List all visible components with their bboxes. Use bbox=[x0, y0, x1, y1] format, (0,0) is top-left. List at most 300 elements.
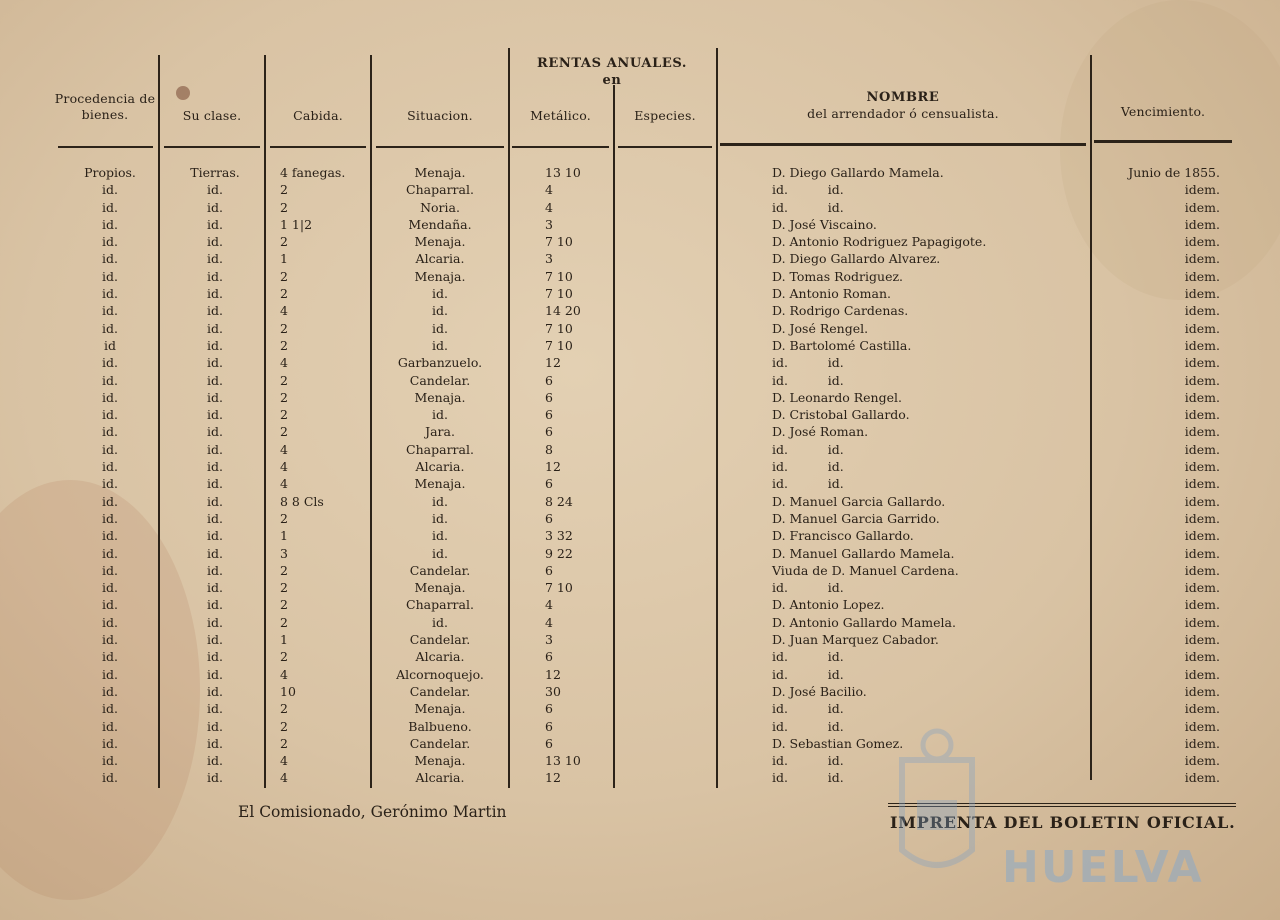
cell-nombre: D. José Viscaino. bbox=[772, 216, 877, 232]
cell-nombre: D. Francisco Gallardo. bbox=[772, 528, 914, 544]
table-row bbox=[0, 285, 1280, 302]
cell-clase: Tierras. bbox=[190, 165, 240, 180]
cell-cabida: 2 bbox=[280, 337, 288, 353]
cell-metalico: 6 bbox=[545, 735, 553, 751]
cell-cabida: 4 bbox=[280, 770, 288, 786]
cell-nombre: D. Antonio Roman. bbox=[772, 286, 891, 302]
table-row bbox=[0, 683, 1280, 700]
cell-nombre: D. Sebastian Gomez. bbox=[772, 735, 904, 751]
cell-metalico: 12 bbox=[545, 770, 561, 786]
cell-metalico: 6 bbox=[545, 389, 553, 405]
cell-nombre: id. id. bbox=[772, 649, 844, 665]
cell-nombre: D. Manuel Gallardo Mamela. bbox=[772, 545, 955, 561]
cell-nombre: id. id. bbox=[772, 753, 844, 769]
cell-vencimiento: idem. bbox=[1184, 303, 1220, 319]
cell-vencimiento: idem. bbox=[1184, 199, 1220, 215]
table-row bbox=[0, 648, 1280, 665]
cell-procedencia: id. bbox=[102, 649, 118, 665]
cell-vencimiento: idem. bbox=[1184, 251, 1220, 267]
cell-clase: id. bbox=[207, 510, 223, 526]
cell-procedencia: id. bbox=[102, 389, 118, 405]
cell-procedencia: id. bbox=[102, 666, 118, 682]
cell-situacion: Menaja. bbox=[414, 234, 466, 250]
cell-metalico: 7 10 bbox=[545, 268, 573, 284]
cell-cabida: 2 bbox=[280, 286, 288, 302]
header-procedencia: Procedencia de bienes. bbox=[54, 91, 156, 122]
cell-situacion: Alcornoquejo. bbox=[396, 666, 484, 682]
cell-nombre: Viuda de D. Manuel Cardena. bbox=[772, 562, 959, 578]
cell-metalico: 30 bbox=[545, 683, 561, 699]
cell-situacion: id. bbox=[432, 493, 448, 509]
cell-situacion: Candelar. bbox=[409, 735, 471, 751]
cell-metalico: 6 bbox=[545, 701, 553, 717]
cell-vencimiento: idem. bbox=[1184, 632, 1220, 648]
cell-vencimiento: idem. bbox=[1184, 614, 1220, 630]
cell-vencimiento: idem. bbox=[1184, 372, 1220, 388]
cell-procedencia: id. bbox=[102, 355, 118, 371]
cell-procedencia: id. bbox=[102, 632, 118, 648]
cell-vencimiento: idem. bbox=[1184, 770, 1220, 786]
cell-vencimiento: idem. bbox=[1184, 268, 1220, 284]
cell-procedencia: id. bbox=[102, 683, 118, 699]
cell-situacion: Garbanzuelo. bbox=[397, 355, 483, 371]
cell-situacion: id. bbox=[432, 545, 448, 561]
cell-vencimiento: Junio de 1855. bbox=[1128, 165, 1220, 180]
cell-nombre: D. Antonio Lopez. bbox=[772, 597, 885, 613]
cell-cabida: 2 bbox=[280, 234, 288, 250]
table-row bbox=[0, 614, 1280, 631]
cell-procedencia: id. bbox=[102, 441, 118, 457]
cell-clase: id. bbox=[207, 666, 223, 682]
cell-situacion: id. bbox=[432, 337, 448, 353]
cell-situacion: id. bbox=[432, 614, 448, 630]
cell-procedencia: id. bbox=[102, 320, 118, 336]
table-row bbox=[0, 337, 1280, 354]
cell-vencimiento: idem. bbox=[1184, 216, 1220, 232]
cell-vencimiento: idem. bbox=[1184, 718, 1220, 734]
table-row bbox=[0, 666, 1280, 683]
table-row bbox=[0, 631, 1280, 648]
cell-nombre: D. José Rengel. bbox=[772, 320, 869, 336]
cell-cabida: 2 bbox=[280, 372, 288, 388]
cell-clase: id. bbox=[207, 407, 223, 423]
cell-cabida: 2 bbox=[280, 199, 288, 215]
cell-vencimiento: idem. bbox=[1184, 666, 1220, 682]
cell-metalico: 13 10 bbox=[545, 165, 581, 180]
cell-procedencia: id. bbox=[102, 753, 118, 769]
cell-clase: id. bbox=[207, 614, 223, 630]
cell-cabida: 4 fanegas. bbox=[280, 165, 346, 180]
cell-cabida: 2 bbox=[280, 389, 288, 405]
cell-procedencia: id. bbox=[102, 493, 118, 509]
cell-vencimiento: idem. bbox=[1184, 320, 1220, 336]
cell-metalico: 7 10 bbox=[545, 234, 573, 250]
cell-procedencia: id bbox=[104, 337, 116, 353]
cell-metalico: 14 20 bbox=[545, 303, 581, 319]
cell-nombre: D. Antonio Gallardo Mamela. bbox=[772, 614, 956, 630]
cell-situacion: Jara. bbox=[425, 424, 455, 440]
cell-nombre: id. id. bbox=[772, 459, 844, 475]
cell-situacion: id. bbox=[432, 407, 448, 423]
cell-procedencia: id. bbox=[102, 718, 118, 734]
cell-nombre: D. Diego Gallardo Alvarez. bbox=[772, 251, 941, 267]
cell-situacion: Menaja. bbox=[414, 476, 466, 492]
cell-metalico: 13 10 bbox=[545, 753, 581, 769]
cell-situacion: id. bbox=[432, 528, 448, 544]
cell-metalico: 9 22 bbox=[545, 545, 573, 561]
paper-stain bbox=[176, 86, 190, 100]
table-row bbox=[0, 510, 1280, 527]
cell-vencimiento: idem. bbox=[1184, 510, 1220, 526]
cell-cabida: 4 bbox=[280, 666, 288, 682]
cell-situacion: Chaparral. bbox=[406, 597, 474, 613]
header-rule bbox=[58, 146, 153, 148]
cell-procedencia: id. bbox=[102, 286, 118, 302]
cell-metalico: 6 bbox=[545, 372, 553, 388]
header-metalico: Metálico. bbox=[530, 108, 591, 123]
cell-nombre: id. id. bbox=[772, 718, 844, 734]
cell-procedencia: id. bbox=[102, 580, 118, 596]
cell-situacion: Menaja. bbox=[414, 389, 466, 405]
table-row bbox=[0, 562, 1280, 579]
cell-cabida: 4 bbox=[280, 303, 288, 319]
table-row bbox=[0, 545, 1280, 562]
cell-clase: id. bbox=[207, 320, 223, 336]
cell-cabida: 1 bbox=[280, 632, 288, 648]
cell-metalico: 3 bbox=[545, 632, 553, 648]
cell-cabida: 2 bbox=[280, 320, 288, 336]
table-row bbox=[0, 354, 1280, 371]
cell-vencimiento: idem. bbox=[1184, 597, 1220, 613]
cell-clase: id. bbox=[207, 355, 223, 371]
cell-vencimiento: idem. bbox=[1184, 337, 1220, 353]
cell-cabida: 4 bbox=[280, 441, 288, 457]
cell-situacion: Menaja. bbox=[414, 753, 466, 769]
cell-situacion: id. bbox=[432, 510, 448, 526]
cell-metalico: 4 bbox=[545, 199, 553, 215]
cell-vencimiento: idem. bbox=[1184, 649, 1220, 665]
cell-procedencia: id. bbox=[102, 199, 118, 215]
cell-vencimiento: idem. bbox=[1184, 493, 1220, 509]
cell-metalico: 4 bbox=[545, 597, 553, 613]
table-row bbox=[0, 164, 1280, 181]
cell-procedencia: id. bbox=[102, 268, 118, 284]
cell-clase: id. bbox=[207, 683, 223, 699]
cell-clase: id. bbox=[207, 337, 223, 353]
cell-clase: id. bbox=[207, 701, 223, 717]
cell-cabida: 2 bbox=[280, 701, 288, 717]
cell-vencimiento: idem. bbox=[1184, 683, 1220, 699]
cell-nombre: D. Tomas Rodriguez. bbox=[772, 268, 904, 284]
cell-nombre: D. Cristobal Gallardo. bbox=[772, 407, 910, 423]
cell-situacion: Menaja. bbox=[414, 580, 466, 596]
cell-nombre: D. Antonio Rodriguez Papagigote. bbox=[772, 234, 987, 250]
cell-clase: id. bbox=[207, 424, 223, 440]
cell-situacion: Candelar. bbox=[409, 562, 471, 578]
cell-cabida: 2 bbox=[280, 268, 288, 284]
cell-metalico: 6 bbox=[545, 562, 553, 578]
cell-cabida: 4 bbox=[280, 355, 288, 371]
cell-vencimiento: idem. bbox=[1184, 580, 1220, 596]
cell-clase: id. bbox=[207, 770, 223, 786]
cell-metalico: 3 bbox=[545, 251, 553, 267]
cell-cabida: 1 bbox=[280, 528, 288, 544]
cell-vencimiento: idem. bbox=[1184, 286, 1220, 302]
header-vencimiento: Vencimiento. bbox=[1120, 104, 1206, 119]
cell-vencimiento: idem. bbox=[1184, 545, 1220, 561]
cell-clase: id. bbox=[207, 580, 223, 596]
cell-metalico: 8 bbox=[545, 441, 553, 457]
cell-clase: id. bbox=[207, 286, 223, 302]
cell-situacion: Mendaña. bbox=[408, 216, 472, 232]
cell-situacion: id. bbox=[432, 303, 448, 319]
cell-clase: id. bbox=[207, 303, 223, 319]
cell-clase: id. bbox=[207, 528, 223, 544]
cell-situacion: Menaja. bbox=[414, 701, 466, 717]
cell-metalico: 3 32 bbox=[545, 528, 573, 544]
header-clase: Su clase. bbox=[182, 108, 242, 123]
cell-clase: id. bbox=[207, 753, 223, 769]
cell-cabida: 2 bbox=[280, 182, 288, 198]
cell-situacion: Candelar. bbox=[409, 683, 471, 699]
cell-cabida: 2 bbox=[280, 597, 288, 613]
cell-vencimiento: idem. bbox=[1184, 355, 1220, 371]
table-row bbox=[0, 700, 1280, 717]
cell-procedencia: id. bbox=[102, 476, 118, 492]
cell-cabida: 2 bbox=[280, 424, 288, 440]
cell-cabida: 8 8 Cls bbox=[280, 493, 324, 509]
cell-nombre: D. Juan Marquez Cabador. bbox=[772, 632, 939, 648]
cell-procedencia: id. bbox=[102, 770, 118, 786]
huelva-watermark-text: HUELVA bbox=[1002, 842, 1204, 893]
cell-situacion: Menaja. bbox=[414, 268, 466, 284]
cell-vencimiento: idem. bbox=[1184, 753, 1220, 769]
cell-metalico: 6 bbox=[545, 510, 553, 526]
header-nombre-sub: del arrendador ó censualista. bbox=[807, 106, 999, 121]
cell-nombre: id. id. bbox=[772, 701, 844, 717]
cell-metalico: 7 10 bbox=[545, 580, 573, 596]
cell-metalico: 12 bbox=[545, 355, 561, 371]
cell-vencimiento: idem. bbox=[1184, 459, 1220, 475]
cell-vencimiento: idem. bbox=[1184, 701, 1220, 717]
table-row bbox=[0, 302, 1280, 319]
cell-procedencia: id. bbox=[102, 251, 118, 267]
cell-clase: id. bbox=[207, 182, 223, 198]
cell-vencimiento: idem. bbox=[1184, 562, 1220, 578]
header-rule bbox=[376, 146, 504, 148]
cell-cabida: 2 bbox=[280, 580, 288, 596]
cell-situacion: Balbueno. bbox=[408, 718, 472, 734]
header-situacion: Situacion. bbox=[407, 108, 473, 123]
cell-cabida: 1 bbox=[280, 251, 288, 267]
cell-situacion: id. bbox=[432, 320, 448, 336]
cell-nombre: D. Diego Gallardo Mamela. bbox=[772, 165, 944, 180]
cell-metalico: 3 bbox=[545, 216, 553, 232]
cell-cabida: 2 bbox=[280, 718, 288, 734]
table-row bbox=[0, 389, 1280, 406]
cell-clase: id. bbox=[207, 718, 223, 734]
cell-nombre: D. José Bacilio. bbox=[772, 683, 867, 699]
cell-nombre: id. id. bbox=[772, 372, 844, 388]
cell-procedencia: id. bbox=[102, 303, 118, 319]
cell-vencimiento: idem. bbox=[1184, 441, 1220, 457]
cell-nombre: D. Manuel Garcia Gallardo. bbox=[772, 493, 946, 509]
header-nombre: NOMBRE bbox=[866, 90, 940, 105]
cell-situacion: Alcaria. bbox=[415, 251, 465, 267]
cell-metalico: 7 10 bbox=[545, 320, 573, 336]
cell-metalico: 4 bbox=[545, 614, 553, 630]
cell-cabida: 3 bbox=[280, 545, 288, 561]
cell-situacion: Menaja. bbox=[414, 165, 466, 180]
cell-clase: id. bbox=[207, 199, 223, 215]
header-cabida: Cabida. bbox=[293, 108, 343, 123]
cell-nombre: id. id. bbox=[772, 666, 844, 682]
cell-cabida: 4 bbox=[280, 459, 288, 475]
cell-cabida: 2 bbox=[280, 510, 288, 526]
table-row bbox=[0, 406, 1280, 423]
header-rule bbox=[618, 146, 712, 148]
cell-procedencia: id. bbox=[102, 234, 118, 250]
cell-vencimiento: idem. bbox=[1184, 476, 1220, 492]
cell-procedencia: id. bbox=[102, 510, 118, 526]
header-rule bbox=[720, 143, 1086, 146]
cell-clase: id. bbox=[207, 268, 223, 284]
cell-metalico: 6 bbox=[545, 718, 553, 734]
cell-nombre: D. José Roman. bbox=[772, 424, 869, 440]
cell-clase: id. bbox=[207, 476, 223, 492]
cell-nombre: D. Rodrigo Cardenas. bbox=[772, 303, 909, 319]
cell-procedencia: id. bbox=[102, 182, 118, 198]
cell-metalico: 12 bbox=[545, 459, 561, 475]
cell-procedencia: id. bbox=[102, 424, 118, 440]
cell-clase: id. bbox=[207, 597, 223, 613]
cell-cabida: 4 bbox=[280, 753, 288, 769]
cell-clase: id. bbox=[207, 632, 223, 648]
table-row bbox=[0, 199, 1280, 216]
cell-procedencia: id. bbox=[102, 528, 118, 544]
table-row bbox=[0, 423, 1280, 440]
cell-vencimiento: idem. bbox=[1184, 424, 1220, 440]
cell-clase: id. bbox=[207, 459, 223, 475]
cell-situacion: id. bbox=[432, 286, 448, 302]
cell-vencimiento: idem. bbox=[1184, 407, 1220, 423]
cell-procedencia: id. bbox=[102, 372, 118, 388]
cell-cabida: 2 bbox=[280, 614, 288, 630]
cell-metalico: 7 10 bbox=[545, 337, 573, 353]
table-row bbox=[0, 268, 1280, 285]
cell-nombre: D. Manuel Garcia Garrido. bbox=[772, 510, 940, 526]
cell-metalico: 6 bbox=[545, 476, 553, 492]
imprenta-label: IMPRENTA DEL BOLETIN OFICIAL. bbox=[890, 813, 1236, 832]
table-row bbox=[0, 181, 1280, 198]
table-row bbox=[0, 579, 1280, 596]
cell-cabida: 10 bbox=[280, 683, 296, 699]
cell-situacion: Alcaria. bbox=[415, 459, 465, 475]
cell-situacion: Noria. bbox=[420, 199, 460, 215]
cell-cabida: 2 bbox=[280, 407, 288, 423]
cell-cabida: 4 bbox=[280, 476, 288, 492]
cell-vencimiento: idem. bbox=[1184, 234, 1220, 250]
cell-metalico: 12 bbox=[545, 666, 561, 682]
cell-situacion: Chaparral. bbox=[406, 441, 474, 457]
cell-clase: id. bbox=[207, 251, 223, 267]
header-rule bbox=[512, 146, 609, 148]
header-rentas: RENTAS ANUALES. bbox=[536, 56, 688, 71]
cell-situacion: Alcaria. bbox=[415, 770, 465, 786]
header-rule bbox=[1094, 140, 1232, 143]
table-row bbox=[0, 596, 1280, 613]
cell-clase: id. bbox=[207, 562, 223, 578]
cell-procedencia: id. bbox=[102, 597, 118, 613]
cell-nombre: id. id. bbox=[772, 182, 844, 198]
cell-nombre: id. id. bbox=[772, 476, 844, 492]
cell-nombre: D. Bartolomé Castilla. bbox=[772, 337, 912, 353]
cell-procedencia: id. bbox=[102, 216, 118, 232]
cell-clase: id. bbox=[207, 493, 223, 509]
cell-clase: id. bbox=[207, 216, 223, 232]
cell-cabida: 2 bbox=[280, 649, 288, 665]
cell-clase: id. bbox=[207, 735, 223, 751]
cell-procedencia: id. bbox=[102, 614, 118, 630]
table-row bbox=[0, 475, 1280, 492]
header-rule bbox=[270, 146, 366, 148]
cell-metalico: 6 bbox=[545, 424, 553, 440]
table-row bbox=[0, 527, 1280, 544]
cell-cabida: 2 bbox=[280, 735, 288, 751]
cell-nombre: id. id. bbox=[772, 441, 844, 457]
cell-cabida: 2 bbox=[280, 562, 288, 578]
commissioner-signature: El Comisionado, Gerónimo Martin bbox=[238, 803, 507, 821]
cell-vencimiento: idem. bbox=[1184, 182, 1220, 198]
cell-vencimiento: idem. bbox=[1184, 735, 1220, 751]
cell-situacion: Alcaria. bbox=[415, 649, 465, 665]
cell-nombre: id. id. bbox=[772, 355, 844, 371]
cell-metalico: 4 bbox=[545, 182, 553, 198]
header-especies: Especies. bbox=[634, 108, 696, 123]
cell-nombre: D. Leonardo Rengel. bbox=[772, 389, 902, 405]
cell-metalico: 8 24 bbox=[545, 493, 573, 509]
cell-procedencia: id. bbox=[102, 407, 118, 423]
table-row bbox=[0, 458, 1280, 475]
cell-clase: id. bbox=[207, 389, 223, 405]
cell-metalico: 7 10 bbox=[545, 286, 573, 302]
table-row bbox=[0, 250, 1280, 267]
cell-procedencia: id. bbox=[102, 459, 118, 475]
cell-clase: id. bbox=[207, 441, 223, 457]
cell-procedencia: Propios. bbox=[84, 165, 136, 180]
cell-procedencia: id. bbox=[102, 735, 118, 751]
cell-situacion: Chaparral. bbox=[406, 182, 474, 198]
cell-clase: id. bbox=[207, 234, 223, 250]
cell-clase: id. bbox=[207, 545, 223, 561]
cell-clase: id. bbox=[207, 372, 223, 388]
cell-procedencia: id. bbox=[102, 545, 118, 561]
table-row bbox=[0, 216, 1280, 233]
table-row bbox=[0, 441, 1280, 458]
ledger-table bbox=[0, 164, 1280, 787]
header-rule bbox=[164, 146, 260, 148]
cell-procedencia: id. bbox=[102, 701, 118, 717]
cell-nombre: id. id. bbox=[772, 199, 844, 215]
cell-procedencia: id. bbox=[102, 562, 118, 578]
cell-nombre: id. id. bbox=[772, 770, 844, 786]
table-row bbox=[0, 493, 1280, 510]
cell-vencimiento: idem. bbox=[1184, 389, 1220, 405]
cell-situacion: Candelar. bbox=[409, 632, 471, 648]
cell-clase: id. bbox=[207, 649, 223, 665]
cell-nombre: id. id. bbox=[772, 580, 844, 596]
header-rentas-en: en bbox=[602, 73, 622, 88]
